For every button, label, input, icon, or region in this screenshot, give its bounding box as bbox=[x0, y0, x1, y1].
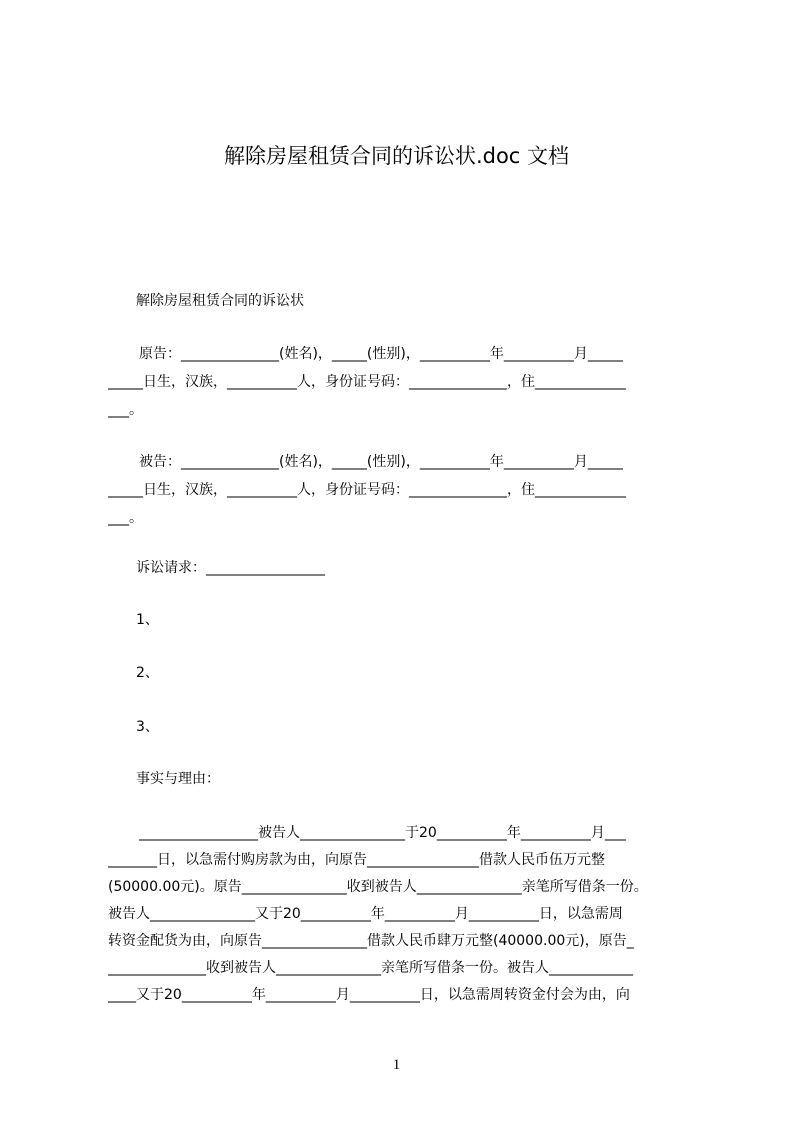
claim-item-1: 1、 bbox=[136, 612, 159, 628]
facts-line-7: ____又于20__________年__________月__________日，以急需周转资金付会为由，向 bbox=[108, 987, 630, 1003]
facts-line-6: ______________收到被告人_______________亲笔所写借条一份。被告人____________ bbox=[108, 960, 633, 976]
claims-label: 诉讼请求：_________________ bbox=[136, 560, 325, 576]
defendant-line-2: _____日生，汉族，__________人，身份证号码：______________，住_____________ bbox=[108, 482, 626, 498]
plaintiff-line-3: ___。 bbox=[108, 402, 143, 418]
claim-item-2: 2、 bbox=[136, 665, 159, 681]
facts-line-3: (50000.00元)。原告_______________收到被告人_______________亲笔所写借条一份。 bbox=[108, 879, 648, 895]
defendant-line-1: 被告：______________(姓名)，_____(性别)，__________年__________月_____ bbox=[139, 454, 623, 470]
defendant-line-3: ___。 bbox=[108, 510, 143, 526]
document-heading: 解除房屋租赁合同的诉讼状 bbox=[136, 293, 304, 309]
plaintiff-line-1: 原告：______________(姓名)，_____(性别)，__________年__________月_____ bbox=[139, 346, 623, 362]
page-number: 1 bbox=[392, 1057, 401, 1073]
claim-item-3: 3、 bbox=[136, 719, 159, 735]
facts-line-5: 转资金配货为由，向原告_______________借款人民币肆万元整(40000.00元)，原告_ bbox=[108, 933, 634, 949]
facts-label: 事实与理由： bbox=[136, 771, 220, 787]
facts-line-2: _______日，以急需付购房款为由，向原告________________借款人民币伍万元整 bbox=[108, 852, 605, 868]
facts-line-4: 被告人_______________又于20__________年__________月__________日，以急需周 bbox=[108, 906, 623, 922]
plaintiff-line-2: _____日生，汉族，__________人，身份证号码：______________，住_____________ bbox=[108, 374, 626, 390]
facts-line-1: _________________被告人_______________于20__________年__________月___ bbox=[139, 825, 626, 841]
page-title: 解除房屋租赁合同的诉讼状.doc 文档 bbox=[223, 144, 570, 168]
